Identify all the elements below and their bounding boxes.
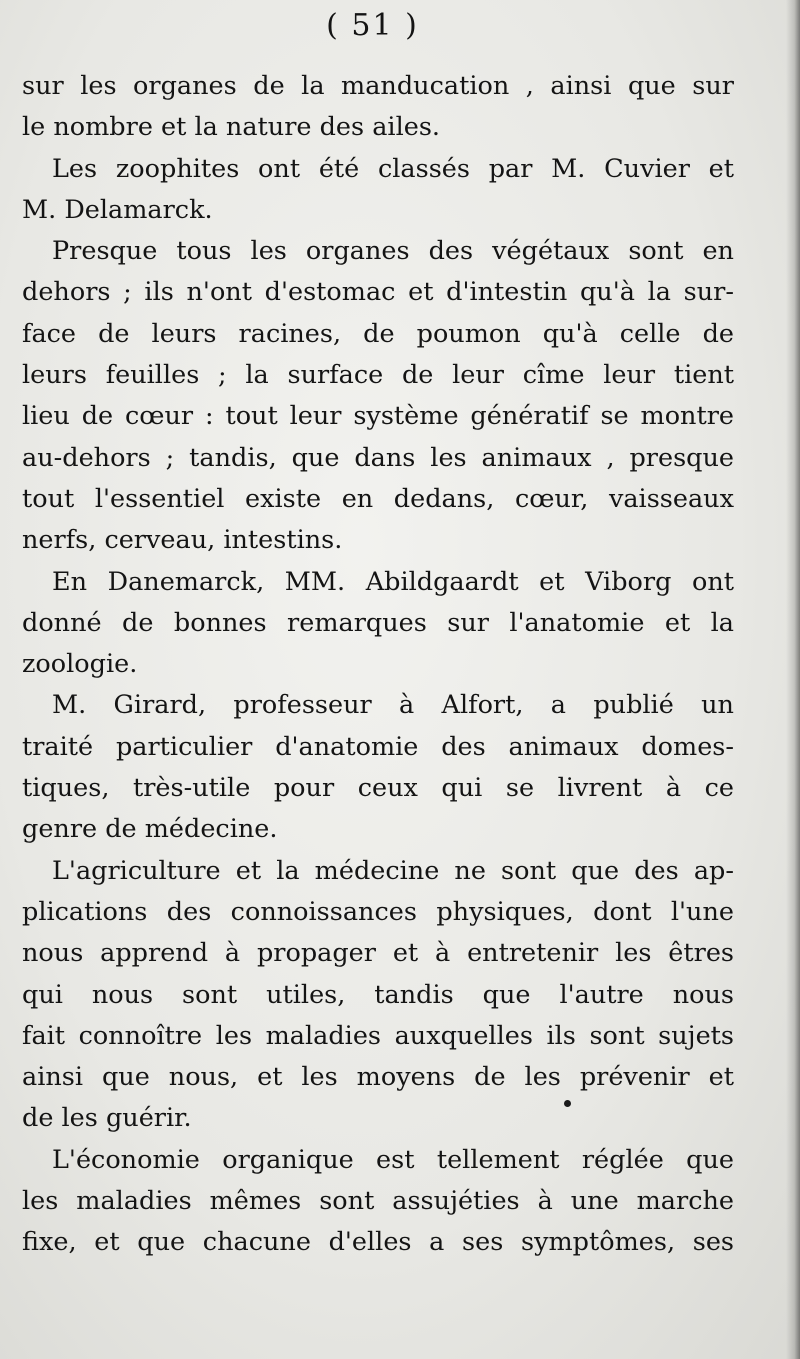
text-line: dehors ; ils n'ont d'estomac et d'intestin qu'à la sur- [22, 277, 734, 308]
text-line: tiques, très-utile pour ceux qui se livrent à ce [22, 773, 734, 804]
text-line: face de leurs racines, de poumon qu'à celle de [22, 318, 734, 349]
page-edge-shadow [786, 0, 800, 1359]
text-line: M. Girard, professeur à Alfort, a publié un [52, 690, 734, 721]
ink-dot [564, 1100, 571, 1107]
text-line: sur les organes de la manducation , ainsi que sur [22, 71, 734, 101]
text-line: genre de médecine. [22, 814, 278, 845]
text-line: nous apprend à propager et à entretenir les êtres [22, 938, 734, 969]
text-line: lieu de cœur : tout leur système génératif se montre [22, 401, 734, 432]
text-line: En Danemarck, MM. Abildgaardt et Viborg ont [52, 566, 734, 597]
text-line: L'économie organique est tellement réglée que [52, 1144, 734, 1175]
page-number: ( 51 ) [326, 8, 419, 43]
text-line: nerfs, cerveau, intestins. [22, 525, 343, 556]
text-line: M. Delamarck. [22, 194, 213, 225]
text-line: Les zoophites ont été classés par M. Cuvier et [52, 153, 734, 184]
text-line: traité particulier d'anatomie des animaux domes- [22, 731, 734, 762]
body-text [22, 66, 734, 1264]
text-line: Presque tous les organes des végétaux sont en [52, 236, 734, 267]
text-line: tout l'essentiel existe en dedans, cœur, vaisseaux [22, 483, 734, 514]
text-line: fait connoître les maladies auxquelles ils sont sujets [22, 1020, 734, 1051]
text-line: le nombre et la nature des ailes. [22, 112, 441, 143]
text-line: ainsi que nous, et les moyens de les prévenir et [22, 1062, 734, 1093]
text-line: zoologie. [22, 649, 138, 680]
text-line: qui nous sont utiles, tandis que l'autre nous [22, 979, 734, 1010]
text-line: leurs feuilles ; la surface de leur cîme leur tient [22, 360, 734, 391]
text-line: les maladies mêmes sont assujéties à une marche [22, 1186, 734, 1217]
text-line: au-dehors ; tandis, que dans les animaux , presque [22, 442, 734, 473]
text-line: fixe, et que chacune d'elles a ses symptômes, ses [22, 1227, 734, 1258]
text-line: donné de bonnes remarques sur l'anatomie et la [22, 607, 734, 638]
text-line: plications des connoissances physiques, dont l'une [22, 896, 734, 927]
text-line: de les guérir. [22, 1103, 192, 1134]
text-line: L'agriculture et la médecine ne sont que des ap- [52, 855, 734, 886]
